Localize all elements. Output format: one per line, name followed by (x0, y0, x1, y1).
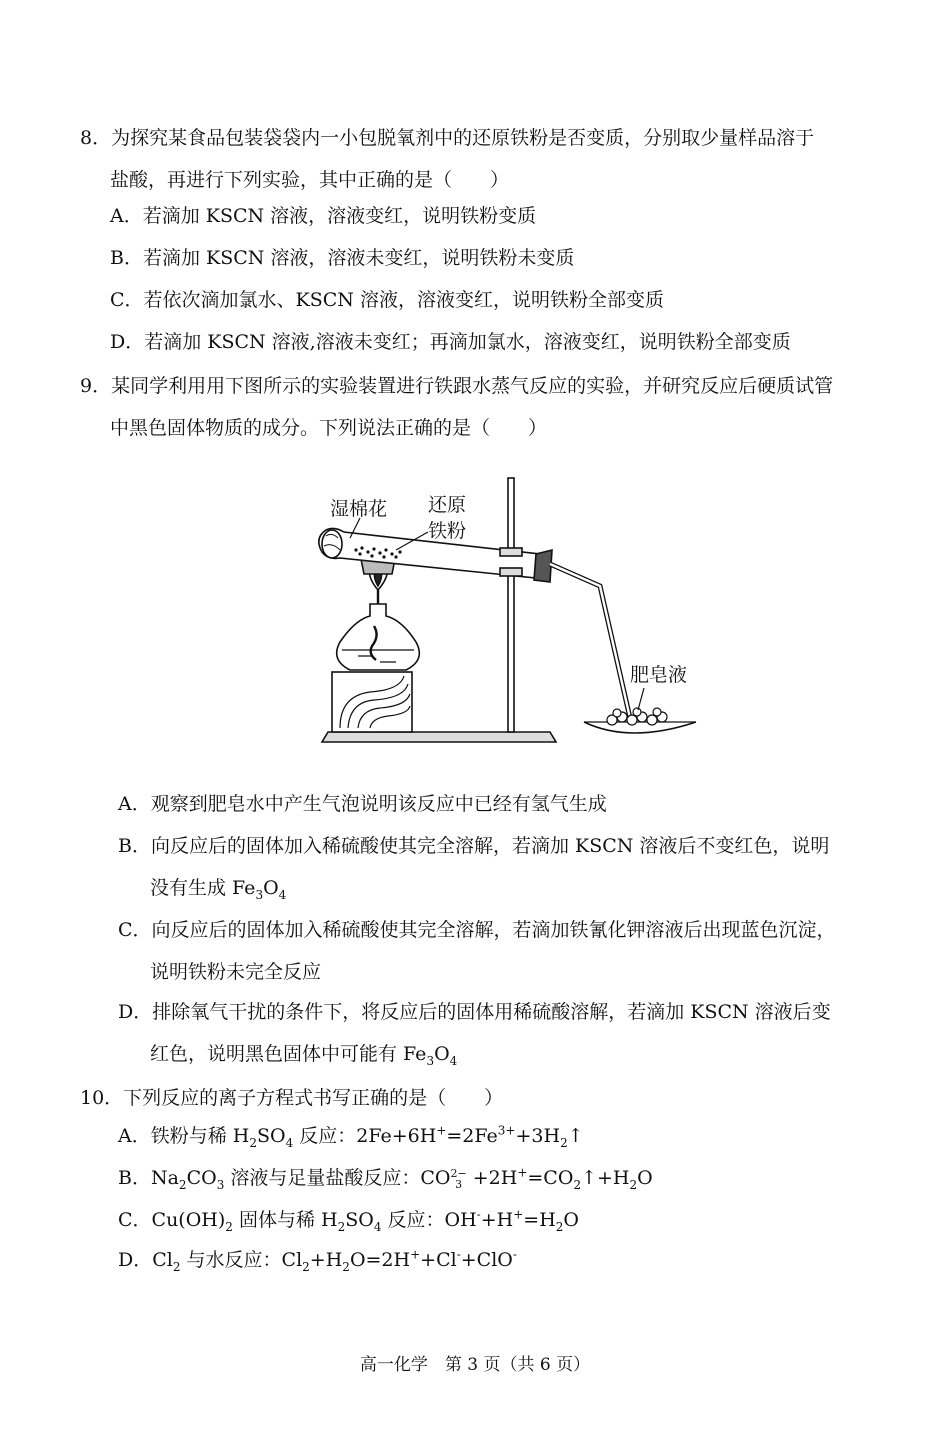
alcohol-lamp (337, 604, 420, 670)
q10-option-d: D．$Cl_2$ 与水反应：$Cl_2+H_2O=2H^++Cl^-+ClO^-$ (118, 1247, 517, 1274)
label-wet-cotton: 湿棉花 (330, 498, 388, 520)
q8-option-d: D．若滴加 KSCN 溶液,溶液未变红；再滴加氯水，溶液变红，说明铁粉全部变质 (110, 331, 791, 353)
label-iron-powder-1: 还原 (428, 494, 467, 516)
q9-option-d-line1: D．排除氧气干扰的条件下，将反应后的固体用稀硫酸溶解，若滴加 KSCN 溶液后变 (118, 1001, 831, 1023)
apparatus-figure (300, 470, 720, 760)
delivery-tube (550, 564, 630, 718)
q10-option-a: A．铁粉与稀 $H_2SO_4$ 反应：$2Fe+6H^+=2Fe^{3+}+3H_2↑$ (118, 1123, 584, 1150)
label-iron-powder-2: 铁粉 (428, 520, 467, 542)
q9-option-b-line1: B．向反应后的固体加入稀硫酸使其完全溶解，若滴加 KSCN 溶液后不变红色，说明 (118, 835, 830, 857)
stand-rod (508, 478, 514, 732)
label-soap-solution: 肥皂液 (630, 664, 688, 686)
stand-base (322, 732, 556, 742)
q9-option-c-line2: 说明铁粉未完全反应 (150, 961, 322, 983)
page-footer: 高一化学 第 3 页（共 6 页） (359, 1355, 591, 1375)
q9-stem-line2: 中黑色固体物质的成分。下列说法正确的是（ ） (110, 417, 548, 439)
q9-option-b-line2: 没有生成 $Fe_3O_4$ (150, 877, 287, 902)
clamp (500, 548, 522, 556)
q8-stem-line2: 盐酸，再进行下列实验，其中正确的是（ ） (110, 169, 510, 191)
evaporating-dish (584, 722, 696, 733)
q8-option-c: C．若依次滴加氯水、KSCN 溶液，溶液变红，说明铁粉全部变质 (110, 289, 664, 311)
q8-option-b: B．若滴加 KSCN 溶液，溶液未变红，说明铁粉未变质 (110, 247, 575, 269)
q10-stem: 10．下列反应的离子方程式书写正确的是（ ） (80, 1087, 504, 1109)
q9-option-a: A．观察到肥皂水中产生气泡说明该反应中已经有氢气生成 (118, 793, 607, 815)
q10-option-b: B．$Na_2CO_3$ 溶液与足量盐酸反应：CO 2− 3 $+2H^+=CO_2↑+H_2O$ (118, 1165, 653, 1192)
q9-option-c-line1: C．向反应后的固体加入稀硫酸使其完全溶解，若滴加铁氰化钾溶液后出现蓝色沉淀， (118, 919, 836, 941)
q9-option-d-line2: 红色，说明黑色固体中可能有 $Fe_3O_4$ (150, 1043, 458, 1068)
q8-option-a: A．若滴加 KSCN 溶液，溶液变红，说明铁粉变质 (110, 205, 537, 227)
q9-stem-line1: 9．某同学利用用下图所示的实验装置进行铁跟水蒸气反应的实验，并研究反应后硬质试管 (80, 375, 834, 397)
q8-stem-line1: 8．为探究某食品包装袋袋内一小包脱氧剂中的还原铁粉是否变质，分别取少量样品溶于 (80, 127, 815, 149)
q10-option-c: C．$Cu(OH)_2$ 固体与稀 $H_2SO_4$ 反应：$OH^-+H^+=H_2O$ (118, 1207, 579, 1234)
